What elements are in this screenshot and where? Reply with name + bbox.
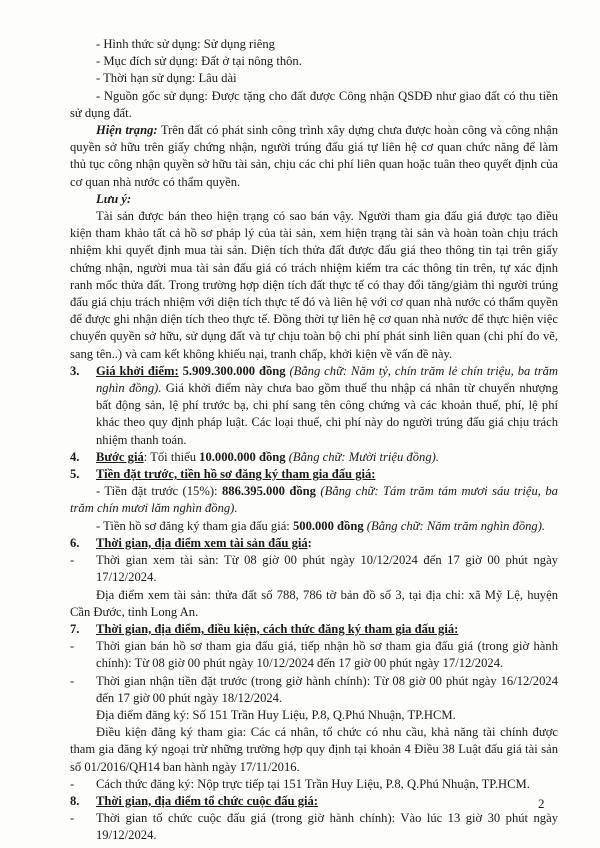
status-paragraph — [70, 122, 558, 191]
section-8-number: 8. — [70, 793, 80, 808]
section-5 — [70, 466, 558, 483]
usage-term: - Thời hạn sử dụng: Lâu dài — [96, 71, 237, 86]
section-4 — [70, 449, 558, 466]
sale-time-row — [70, 638, 558, 672]
fee-words: (Bằng chữ: Năm trăm nghìn đồng). — [363, 518, 546, 533]
section-7-number: 7. — [70, 621, 80, 636]
deposit-time-row — [70, 673, 558, 707]
bid-step-value: 10.000.000 đồng — [199, 449, 286, 464]
section-8 — [70, 793, 558, 810]
auction-time: Thời gian tổ chức cuộc đấu giá (trong giờ hành chính): Vào lúc 13 giờ 30 phút ngày 19/12/2024. — [96, 811, 558, 843]
deposit-time-dash: - — [70, 673, 75, 688]
register-conditions: Điều kiện đăng ký tham gia: Các cá nhân, tổ chức có nhu cầu, khả năng tài chính được tham gia đăng ký ngoại trừ những trường hợp quy định tại khoản 4 Điều 38 Luật đấu giá tài sản số 01/2016/QH14 ban hành ngày 17/11/2016. — [70, 725, 558, 774]
page-content — [70, 36, 558, 845]
section-6 — [70, 535, 558, 552]
starting-price-value: 5.909.300.000 đồng — [178, 363, 286, 378]
register-method-row — [70, 776, 558, 793]
usage-form: - Hình thức sử dụng: Sử dụng riêng — [96, 37, 275, 51]
note-text: Tài sản được bán theo hiện trạng có sao bán vậy. Người tham gia đấu giá được tạo điều kiện tham khảo tất cả hồ sơ pháp lý của tài sản, xem hiện trạng tài sản và hoàn toàn chịu trách nhiệm khi quyết định mua tài sản. Diện tích thửa đất được đấu giá theo thông tin tại trên giấy chứng nhận, người mua tài sản đấu giá có trách nhiệm kiểm tra các thông tin trên, tự xác định ranh mốc thửa đất. Trong trường hợp diện tích đất thực tế có thay đổi tăng/giảm thì người trúng đấu giá chịu trách nhiệm với diện tích thực tế đó và liên hệ với cơ quan nhà nước có thẩm quyền để được ghi nhận diện tích theo thực tế. Đồng thời tự liên hệ cơ quan nhà nước để thực hiện việc chuyển quyền sở hữu, sử dụng đất và tự chịu toàn bộ chi phí phát sinh liên quan (chi phí đo vẽ, sang tên..) và cam kết không khiếu nại, tranh chấp, khởi kiện về vấn đề này. — [70, 209, 558, 361]
section-5-label: Tiền đặt trước, tiền hồ sơ đăng ký tham gia đấu giá: — [96, 467, 376, 482]
bid-step-words: (Bằng chữ: Mười triệu đồng). — [285, 449, 439, 464]
section-6-heading — [96, 535, 558, 552]
deposit-text: Tiền đặt trước (15%): — [104, 484, 222, 499]
register-method: Cách thức đăng ký: Nộp trực tiếp tại 151 Trần Huy Liệu, P.8, Q.Phú Nhuận, TP.HCM. — [96, 776, 530, 791]
section-6-label: Thời gian, địa điểm xem tài sản đấu giá — [96, 535, 308, 550]
view-time: Thời gian xem tài sản: Từ 08 giờ 00 phút ngày 10/12/2024 đến 17 giờ 00 phút ngày 17/12/2024. — [96, 553, 558, 585]
section-3-text: Giá khởi điểm này chưa bao gồm thuế thu nhập cá nhân từ chuyển nhượng bất động sản, lệ phí trước bạ, chi phí sang tên công chứng và các khoản thuế, phí, lệ phí khác theo quy định pháp luật. Các loại thuế, chi phí này do người trúng đấu giá chịu trách nhiệm thanh toán. — [96, 381, 558, 447]
sale-time-dash: - — [70, 639, 75, 654]
view-time-row — [70, 552, 558, 586]
section-6-colon: : — [307, 535, 312, 550]
usage-origin: - Nguồn gốc sử dụng: Được tặng cho đất được Công nhận QSDĐ như giao đất có thu tiền sử dụng đất. — [70, 88, 558, 120]
section-8-label: Thời gian, địa điểm tổ chức cuộc đấu giá: — [96, 793, 318, 808]
view-time-dash: - — [70, 553, 75, 568]
register-place: Địa điểm đăng ký: Số 151 Trần Huy Liệu, P.8, Q.Phú Nhuận, TP.HCM. — [96, 707, 456, 722]
section-3-label: Giá khởi điểm: — [96, 363, 179, 378]
page-number: 2 — [538, 796, 545, 811]
register-method-dash: - — [70, 776, 75, 791]
section-3-body — [96, 363, 558, 449]
auction-time-dash: - — [70, 811, 75, 826]
section-4-body — [96, 449, 558, 466]
deposit-time: Thời gian nhận tiền đặt trước (trong giờ hành chính): Từ 08 giờ 00 phút ngày 16/12/2024 đến 17 giờ 00 phút ngày 18/12/2024. — [96, 673, 558, 705]
status-text: Trên đất có phát sinh công trình xây dựng chưa được hoàn công và công nhận quyền sở hữu trên giấy chứng nhận, người trúng đấu giá tự liên hệ cơ quan chức năng để làm thủ tục công nhận quyền sở hữu tài sản, chịu các chi phí liên quan hoặc tuân theo quyết định của cơ quan nhà nước có thẩm quyền. — [70, 123, 559, 189]
deposit-value: 886.395.000 đồng — [221, 484, 316, 499]
usage-purpose: - Mục đích sử dụng: Đất ở tại nông thôn. — [96, 54, 302, 69]
starting-price-words: (Bằng chữ: Năm tỷ, chín trăm lẻ chín triệu, ba trăm nghìn đồng). — [96, 363, 558, 396]
section-3-number: 3. — [70, 363, 80, 378]
section-4-number: 4. — [70, 449, 80, 464]
view-place: Địa điểm xem tài sản: thửa đất số 788, 786 tờ bản đồ số 3, tại địa chỉ: xã Mỹ Lệ, huyện Cần Đước, tỉnh Long An. — [70, 587, 558, 619]
note-label: Lưu ý: — [96, 191, 132, 206]
fee-paragraph: - Tiền hồ sơ đăng ký tham gia đấu giá: 500.000 đồng (Bằng chữ: Năm trăm nghìn đồng). — [96, 518, 546, 533]
status-label: Hiện trạng: — [96, 123, 158, 138]
section-5-number: 5. — [70, 467, 80, 482]
section-4-label: Bước giá — [96, 449, 144, 464]
section-4-text: : Tối thiểu — [143, 449, 200, 464]
deposit-words: (Bằng chữ: Tám trăm tám mươi sáu triệu, ba trăm chín mươi lăm nghìn đồng). — [70, 484, 558, 516]
fee-text: Tiền hồ sơ đăng ký tham gia đấu giá: — [103, 518, 293, 533]
sale-time: Thời gian bán hồ sơ tham gia đấu giá, tiếp nhận hồ sơ tham gia đấu giá (trong giờ hành chính): Từ 08 giờ 00 phút ngày 10/12/2024 đến 17 giờ 00 phút ngày 17/12/2024. — [96, 639, 558, 671]
fee-value: 500.000 đồng — [292, 518, 364, 533]
section-7-label: Thời gian, địa điểm, điều kiện, cách thức đăng ký tham gia đấu giá: — [96, 621, 459, 636]
auction-time-row — [70, 810, 558, 844]
section-6-number: 6. — [70, 535, 80, 550]
section-3 — [70, 363, 558, 449]
section-7 — [70, 621, 558, 638]
deposit-paragraph: - Tiền đặt trước (15%): 886.395.000 đồng (Bằng chữ: Tám trăm tám mươi sáu triệu, ba trăm chín mươi lăm nghìn đồng). — [70, 484, 558, 516]
